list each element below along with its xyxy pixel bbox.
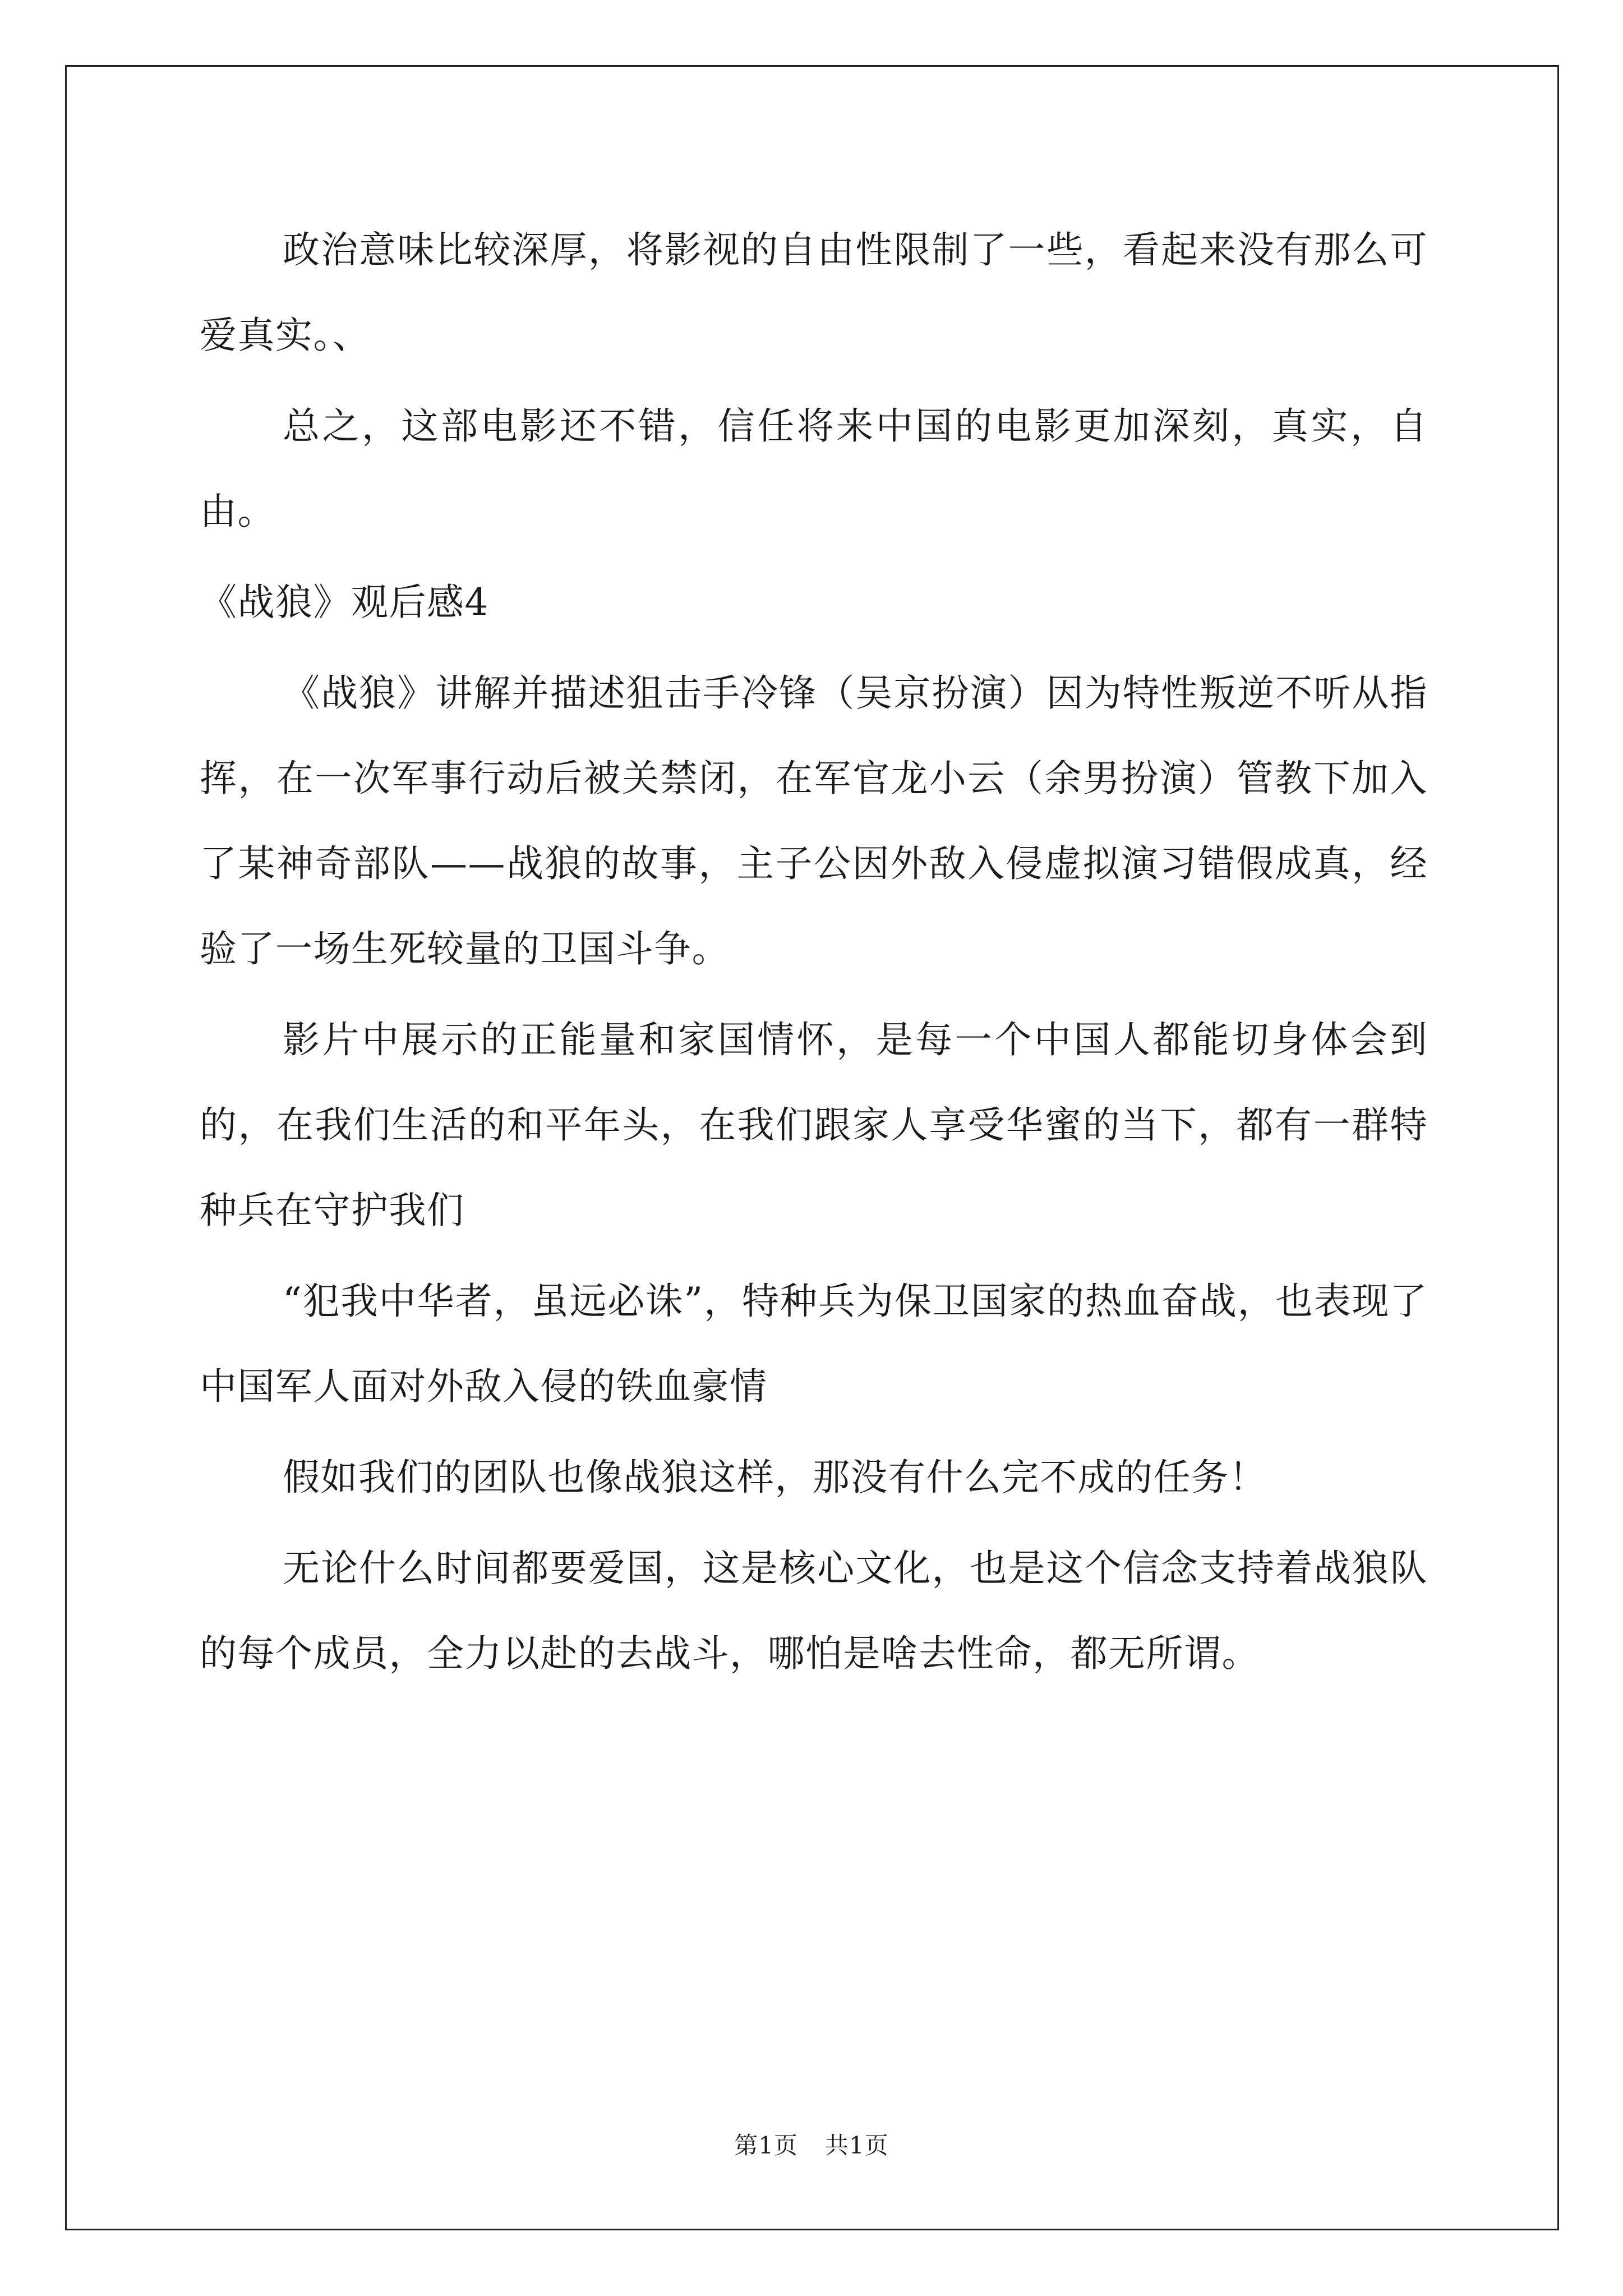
section-heading: 《战狼》观后感4 bbox=[200, 581, 489, 624]
paragraph: 总之，这部电影还不错，信任将来中国的电影更加深刻，真实，自由。 bbox=[200, 404, 1428, 533]
paragraph: “犯我中华者，虽远必诛”，特种兵为保卫国家的热血奋战，也表现了中国军人面对外敌入侵的铁血豪情 bbox=[200, 1280, 1428, 1408]
paragraph: 《战狼》讲解并描述狙击手冷锋（吴京扮演）因为特性叛逆不听从指挥，在一次军事行动后被关禁闭，在军官龙小云（余男扮演）管教下加入了某神奇部队——战狼的故事，主子公因外敌入侵虚拟演习错假成真，经验了一场生死较量的卫国斗争。 bbox=[200, 671, 1428, 970]
document-body bbox=[200, 208, 1428, 1702]
page-number: 第1页 bbox=[734, 2132, 798, 2159]
paragraph: 影片中展示的正能量和家国情怀，是每一个中国人都能切身体会到的，在我们生活的和平年头，在我们跟家人享受华蜜的当下，都有一群特种兵在守护我们 bbox=[200, 1018, 1428, 1232]
page-total: 共1页 bbox=[825, 2132, 889, 2159]
paragraph: 假如我们的团队也像战狼这样，那没有什么完不成的任务！ bbox=[283, 1456, 1267, 1499]
paragraph: 政治意味比较深厚，将影视的自由性限制了一些，看起来没有那么可爱真实。、 bbox=[200, 228, 1428, 357]
page-footer bbox=[0, 2127, 1623, 2161]
paragraph: 无论什么时间都要爱国，这是核心文化，也是这个信念支持着战狼队的每个成员，全力以赴的去战斗，哪怕是啥去性命，都无所谓。 bbox=[200, 1547, 1428, 1675]
